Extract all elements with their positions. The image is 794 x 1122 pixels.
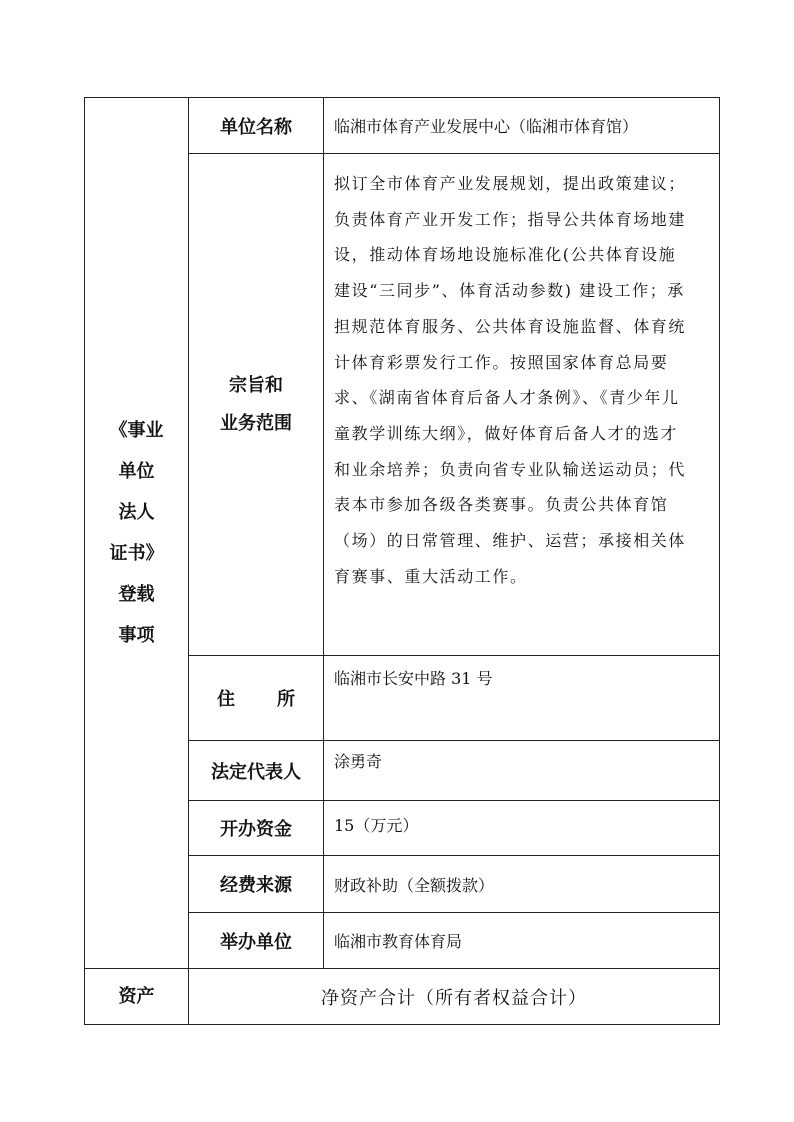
scope-line: 童教学训练大纲》，做好体育后备人才的选才 (334, 423, 679, 443)
scope-line: 建设“三同步”、体育活动参数) 建设工作；承 (334, 281, 685, 301)
scope-line: 设，推动体育场地设施标准化(公共体育设施 (334, 245, 677, 265)
address-label (189, 656, 324, 741)
section-label-line: 单位 (118, 461, 155, 482)
unit-name-label: 单位名称 (189, 98, 324, 154)
scope-line: 计体育彩票发行工作。按照国家体育总局要 (334, 352, 669, 372)
scope-line: 担规范体育服务、公共体育设施监督、体育统 (334, 316, 687, 336)
section-label (85, 98, 189, 969)
legal-rep-label: 法定代表人 (189, 741, 324, 801)
scope-label-line: 宗旨和 (229, 374, 283, 396)
scope-line: 负责体育产业开发工作；指导公共体育场地建 (334, 209, 687, 229)
sponsor-label: 举办单位 (189, 913, 324, 969)
funding-source-label: 经费来源 (189, 856, 324, 913)
address-label-a: 住 (217, 689, 235, 710)
section-label-line: 事项 (118, 625, 155, 646)
scope-label-line: 业务范围 (220, 412, 292, 434)
scope-label (189, 154, 324, 656)
address-label-b: 所 (277, 689, 295, 710)
section-label-line: 法人 (118, 502, 155, 523)
row-assets (85, 969, 720, 1025)
assets-value: 净资产合计（所有者权益合计） (189, 969, 720, 1025)
row-unit-name (85, 98, 720, 154)
sponsor-value: 临湘市教育体育局 (324, 913, 720, 969)
scope-value (324, 154, 720, 656)
legal-rep-value: 涂勇奇 (324, 741, 720, 801)
scope-line: 表本市参加各级各类赛事。负责公共体育馆 (334, 495, 669, 515)
assets-label: 资产 (85, 969, 189, 1025)
scope-line: 求、《湖南省体育后备人才条例》、《青少年儿 (334, 388, 680, 408)
section-label-line: 登载 (118, 584, 155, 605)
unit-name-value: 临湘市体育产业发展中心（临湘市体育馆） (324, 98, 720, 154)
scope-line: 拟订全市体育产业发展规划，提出政策建议； (334, 174, 687, 193)
section-label-line: 《事业 (109, 420, 164, 441)
section-label-line: 证书》 (109, 543, 164, 564)
address-value: 临湘市长安中路 31 号 (324, 656, 720, 741)
funding-source-value: 财政补助（全额拨款） (324, 856, 720, 913)
scope-line: 育赛事、重大活动工作。 (334, 566, 528, 586)
scope-line: 和业余培养；负责向省专业队输送运动员；代 (334, 459, 687, 479)
registration-table (84, 97, 720, 1025)
funds-label: 开办资金 (189, 801, 324, 856)
scope-line: （场）的日常管理、维护、运营；承接相关体 (334, 531, 687, 551)
funds-value: 15（万元） (324, 801, 720, 856)
